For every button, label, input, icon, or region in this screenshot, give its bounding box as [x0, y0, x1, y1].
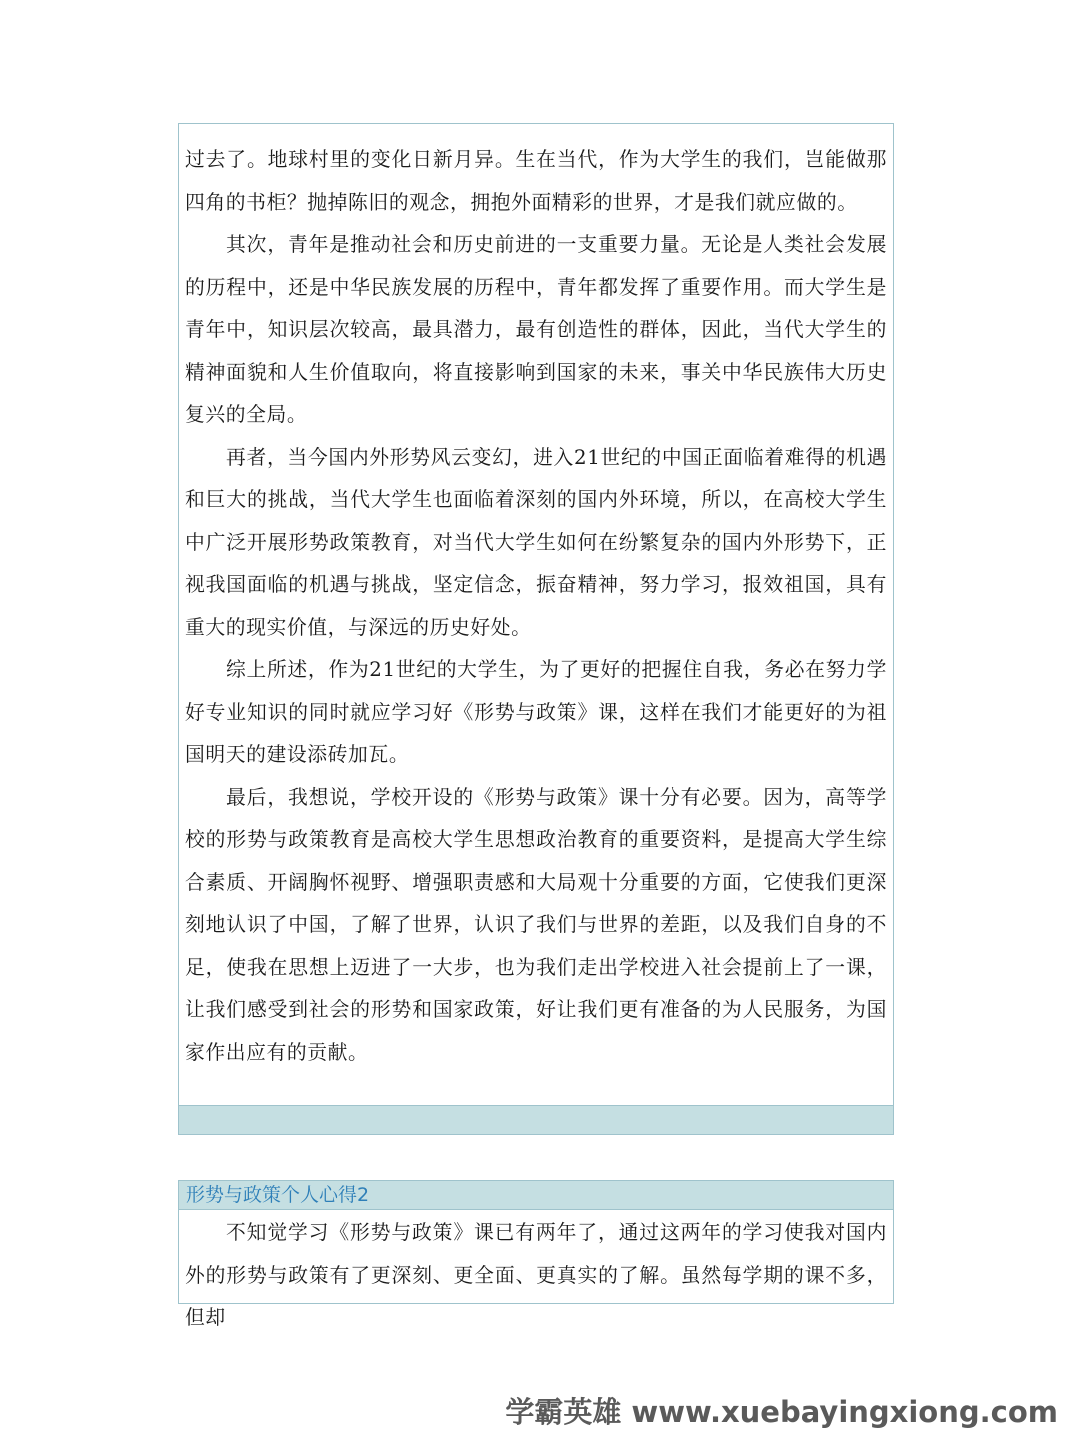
section-footer-band — [179, 1105, 893, 1134]
paragraph: 其次，青年是推动社会和历史前进的一支重要力量。无论是人类社会发展的历程中，还是中华民族发展的历程中，青年都发挥了重要作用。而大学生是青年中，知识层次较高，最具潜力，最有创造性的群体，因此，当代大学生的精神面貌和人生价值取向，将直接影响到国家的未来，事关中华民族伟大历史复兴的全局。 — [185, 233, 887, 426]
essay-section-1-content — [179, 124, 893, 1074]
essay-section-1 — [178, 123, 894, 1135]
paragraph: 综上所述，作为21世纪的大学生，为了更好的把握住自我，务必在努力学好专业知识的同时就应学习好《形势与政策》课，这样在我们才能更好的为祖国明天的建设添砖加瓦。 — [185, 658, 887, 766]
essay-section-2-content — [179, 1210, 893, 1340]
section-title: 形势与政策个人心得2 — [179, 1181, 893, 1210]
paragraph: 不知觉学习《形势与政策》课已有两年了，通过这两年的学习使我对国内外的形势与政策有了更深刻、更全面、更真实的了解。虽然每学期的课不多，但却 — [185, 1221, 887, 1329]
paragraph: 最后，我想说，学校开设的《形势与政策》课十分有必要。因为，高等学校的形势与政策教育是高校大学生思想政治教育的重要资料，是提高大学生综合素质、开阔胸怀视野、增强职责感和大局观十分重要的方面，它使我们更深刻地认识了中国，了解了世界，认识了我们与世界的差距，以及我们自身的不足，使我在思想上迈进了一大步，也为我们走出学校进入社会提前上了一课，让我们感受到社会的形势和国家政策，好让我们更有准备的为人民服务，为国家作出应有的贡献。 — [185, 785, 887, 1064]
essay-section-2 — [178, 1180, 894, 1329]
site-watermark: 学霸英雄 www.xuebayingxiong.com — [505, 1395, 1058, 1429]
paragraph: 再者，当今国内外形势风云变幻，进入21世纪的中国正面临着难得的机遇和巨大的挑战，当代大学生也面临着深刻的国内外环境，所以，在高校大学生中广泛开展形势政策教育，对当代大学生如何在纷繁复杂的国内外形势下，正视我国面临的机遇与挑战，坚定信念，振奋精神，努力学习，报效祖国，具有重大的现实价值，与深远的历史好处。 — [185, 445, 887, 639]
paragraph: 过去了。地球村里的变化日新月异。生在当代，作为大学生的我们，岂能做那四角的书柜？抛掉陈旧的观念，拥抱外面精彩的世界，才是我们就应做的。 — [185, 148, 887, 214]
